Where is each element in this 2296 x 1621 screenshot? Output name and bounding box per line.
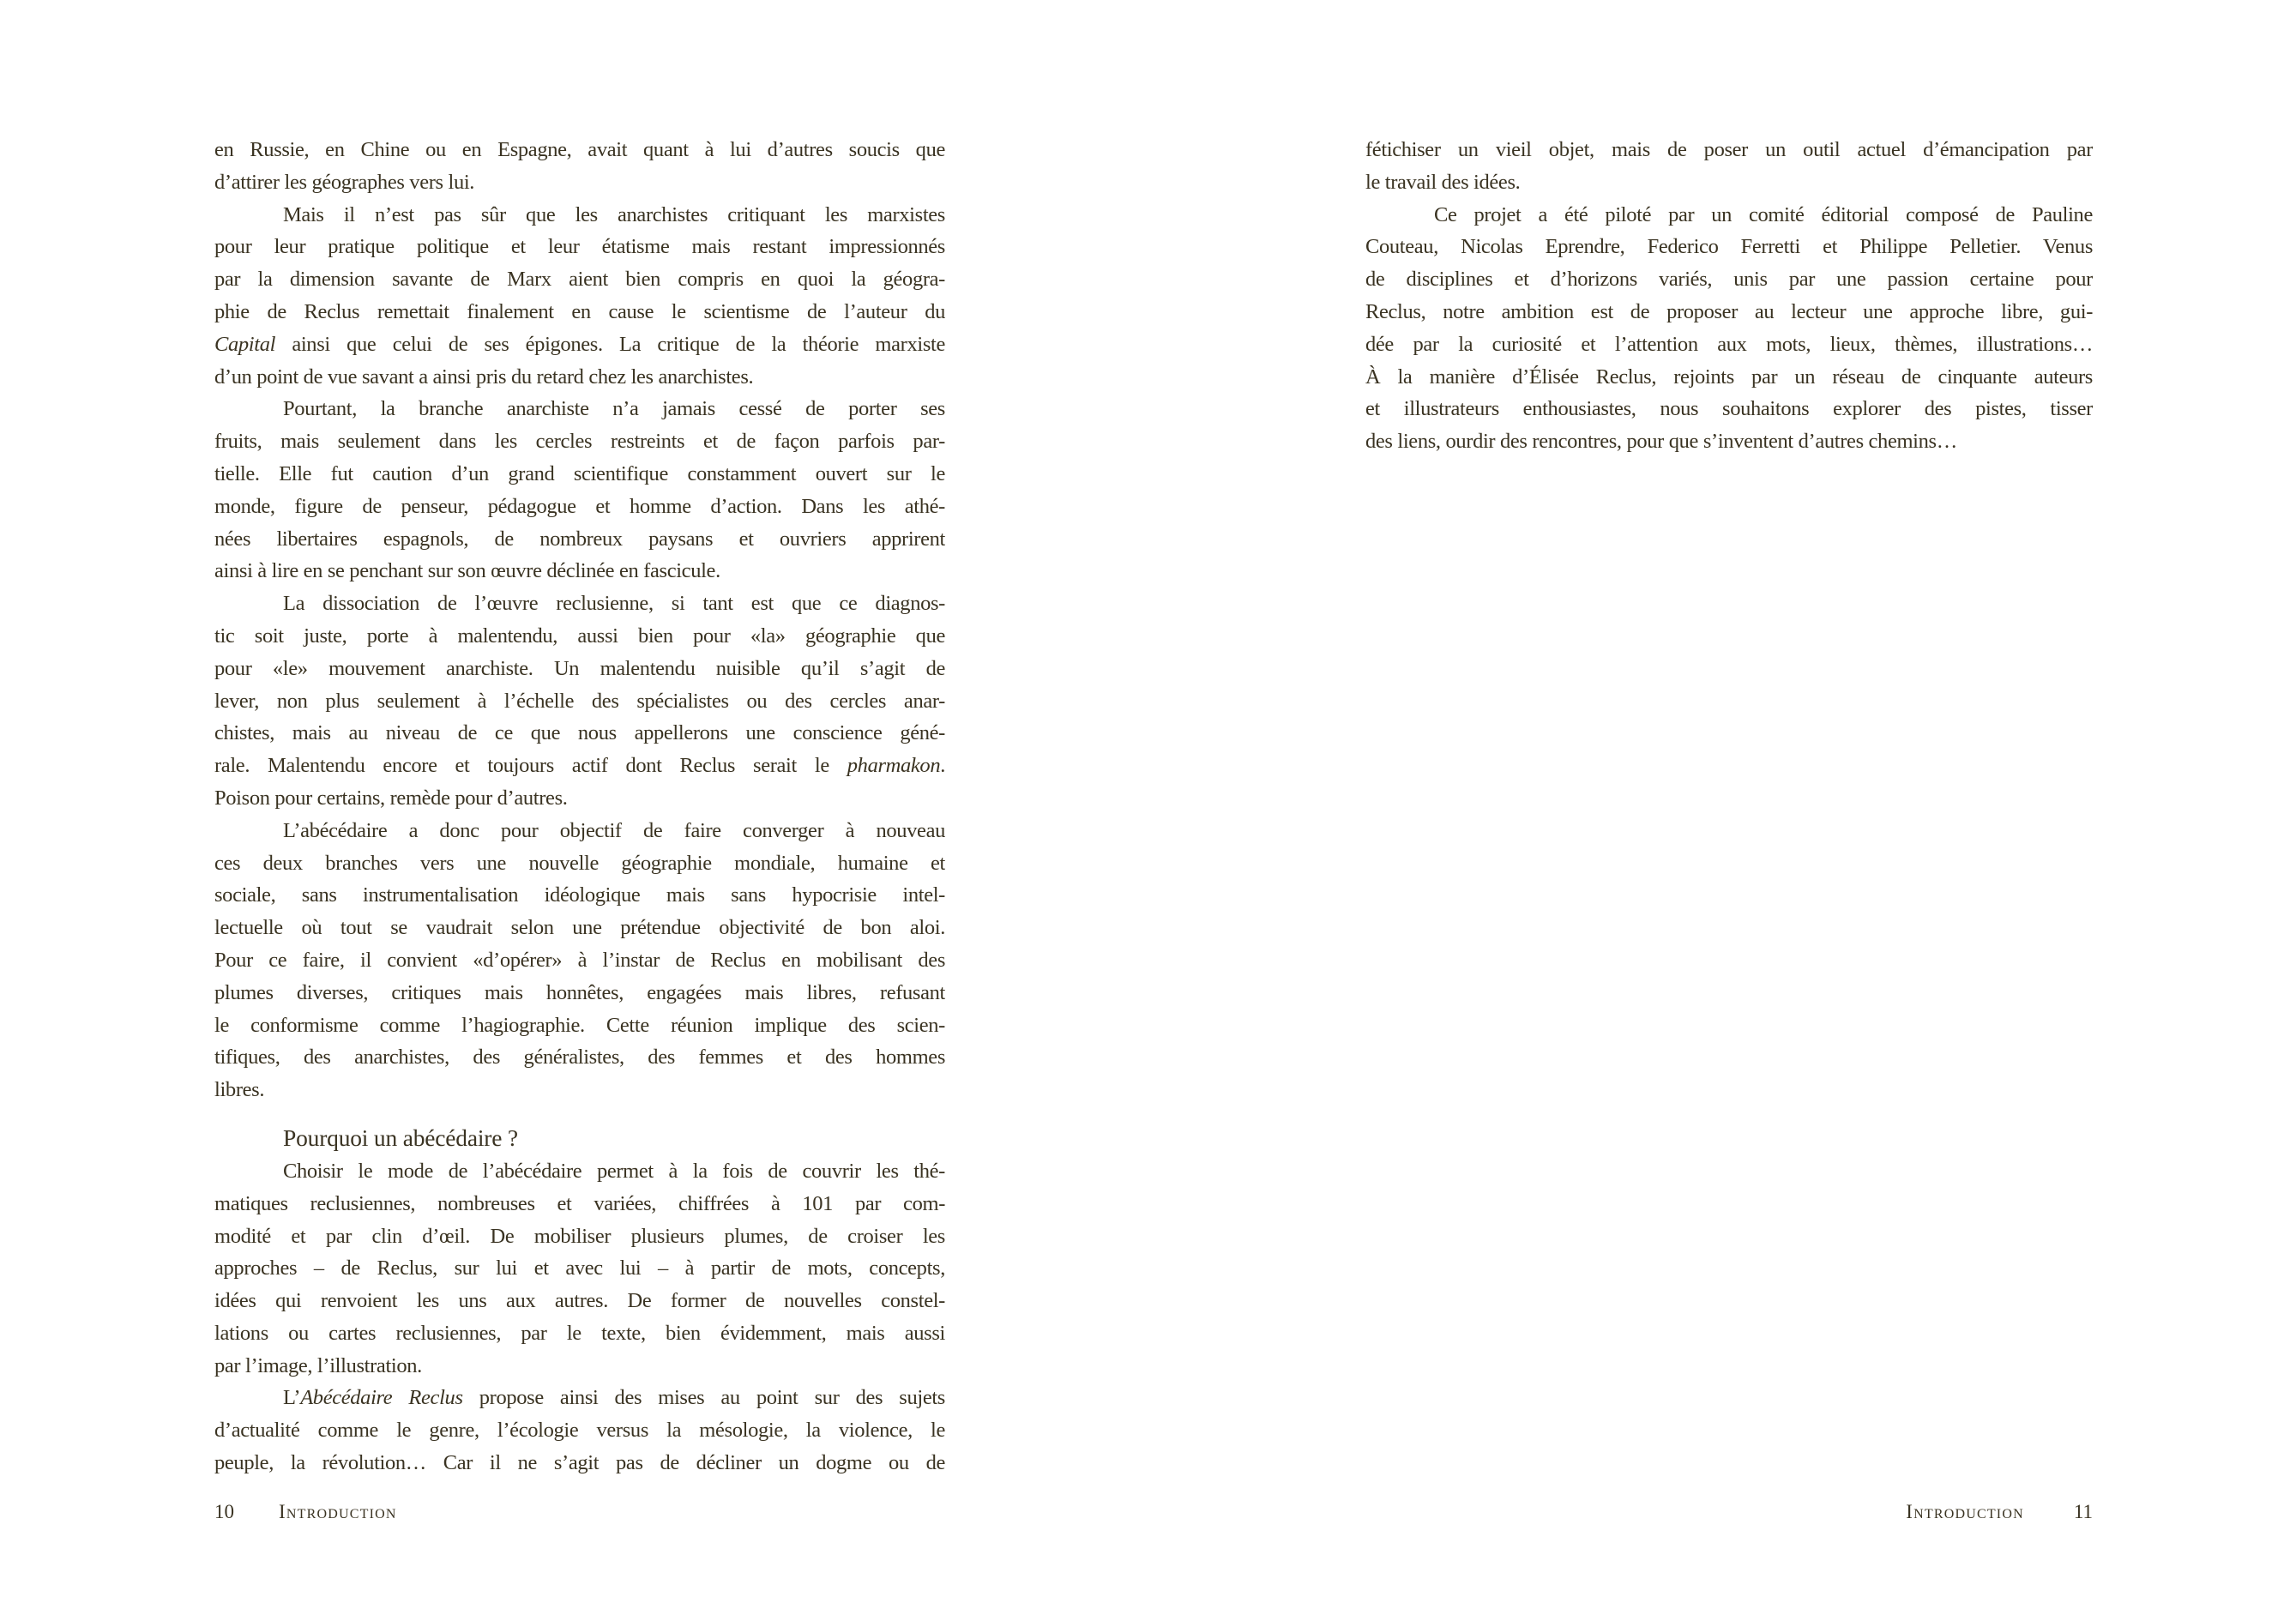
right-running-title: Introduction <box>1906 1501 2024 1522</box>
text-line: libres. <box>214 1078 265 1102</box>
paragraph <box>214 1382 945 1479</box>
text-line: tifiques, des anarchistes, des généralistes, des femmes et des hommes <box>214 1046 945 1070</box>
text-line: modité et par clin d’œil. De mobiliser plusieurs plumes, de croiser les <box>214 1224 945 1248</box>
text-line: des liens, ourdir des rencontres, pour que s’inventent d’autres chemins… <box>1365 430 1957 454</box>
text-line: pour leur pratique politique et leur étatisme mais restant impressionnés <box>214 235 945 259</box>
text-line: monde, figure de penseur, pédagogue et homme d’action. Dans les athé- <box>214 494 945 518</box>
paragraph <box>214 134 945 199</box>
text-line: par la dimension savante de Marx aient bien compris en quoi la géogra- <box>214 268 945 292</box>
text-segment: propose ainsi des mises au point sur des sujets <box>462 1386 945 1410</box>
text-line: fruits, mais seulement dans les cercles restreints et de façon parfois par- <box>214 430 945 454</box>
text-line: plumes diverses, critiques mais honnêtes, engagées mais libres, refusant <box>214 980 945 1004</box>
text-line: d’un point de vue savant a ainsi pris du retard chez les anarchistes. <box>214 365 754 389</box>
section-heading: Pourquoi un abécédaire ? <box>283 1124 518 1151</box>
text-line: Pourtant, la branche anarchiste n’a jamais cessé de porter ses <box>283 397 945 421</box>
text-line: tielle. Elle fut caution d’un grand scientifique constamment ouvert sur le <box>214 461 945 485</box>
text-line: Ce projet a été piloté par un comité éditorial composé de Pauline <box>1434 202 2093 226</box>
text-line: phie de Reclus remettait finalement en cause le scientisme de l’auteur du <box>214 299 945 323</box>
right-page-footer <box>1906 1501 2093 1523</box>
text-segment: . <box>940 754 945 778</box>
text-line: et illustrateurs enthousiastes, nous souhaitons explorer des pistes, tisser <box>1365 397 2093 421</box>
italic-text: pharmakon <box>847 754 941 778</box>
text-line <box>214 1382 945 1414</box>
left-running-title: Introduction <box>279 1501 397 1522</box>
text-segment: ainsi que celui de ses épigones. La critique de la théorie marxiste <box>275 332 945 356</box>
text-line: d’actualité comme le genre, l’écologie versus la mésologie, la violence, le <box>214 1419 945 1443</box>
text-line <box>214 750 945 782</box>
left-page-footer <box>214 1501 397 1523</box>
text-line: Pour ce faire, il convient «d’opérer» à l’instar de Reclus en mobilisant des <box>214 948 945 972</box>
text-line: le conformisme comme l’hagiographie. Cette réunion implique des scien- <box>214 1013 945 1037</box>
text-line <box>214 328 945 361</box>
text-line: lations ou cartes reclusiennes, par le texte, bien évidemment, mais aussi <box>214 1321 945 1345</box>
left-text-column <box>214 134 945 1479</box>
text-line: dée par la curiosité et l’attention aux mots, lieux, thèmes, illustrations… <box>1365 332 2093 356</box>
text-line: en Russie, en Chine ou en Espagne, avait quant à lui d’autres soucis que <box>214 138 945 161</box>
paragraph <box>214 815 945 1106</box>
text-line: lever, non plus seulement à l’échelle des spécialistes ou des cercles anar- <box>214 689 945 713</box>
text-line: Poison pour certains, remède pour d’autres. <box>214 786 568 810</box>
text-line: matiques reclusiennes, nombreuses et variées, chiffrées à 101 par com- <box>214 1191 945 1215</box>
text-line: approches – de Reclus, sur lui et avec lui – à partir de mots, concepts, <box>214 1256 945 1281</box>
text-line: tic soit juste, porte à malentendu, aussi bien pour «la» géographie que <box>214 624 945 648</box>
text-line: Reclus, notre ambition est de proposer au lecteur une approche libre, gui- <box>1365 299 2093 323</box>
right-page-number: 11 <box>2073 1501 2093 1522</box>
paragraph <box>214 393 945 588</box>
text-line: L’abécédaire a donc pour objectif de faire converger à nouveau <box>283 818 945 842</box>
italic-text: Capital <box>214 332 276 356</box>
text-line: par l’image, l’illustration. <box>214 1353 422 1377</box>
left-page-number: 10 <box>214 1501 234 1522</box>
text-line: ces deux branches vers une nouvelle géographie mondiale, humaine et <box>214 851 945 875</box>
paragraph <box>214 588 945 815</box>
text-line: sociale, sans instrumentalisation idéologique mais sans hypocrisie intel- <box>214 883 945 907</box>
paragraph <box>1365 199 2093 458</box>
paragraph <box>214 1155 945 1383</box>
italic-text: Abécédaire Reclus <box>300 1386 463 1410</box>
text-line: de disciplines et d’horizons variés, unis par une passion certaine pour <box>1365 268 2093 292</box>
right-text-column <box>1365 134 2093 458</box>
text-line: La dissociation de l’œuvre reclusienne, si tant est que ce diagnos- <box>283 592 945 616</box>
text-line: ainsi à lire en se penchant sur son œuvre déclinée en fascicule. <box>214 559 720 583</box>
text-line: idées qui renvoient les uns aux autres. De former de nouvelles constel- <box>214 1289 945 1313</box>
text-line: Couteau, Nicolas Eprendre, Federico Ferretti et Philippe Pelletier. Venus <box>1365 235 2093 259</box>
text-line: nées libertaires espagnols, de nombreux paysans et ouvriers apprirent <box>214 527 945 551</box>
text-line: pour «le» mouvement anarchiste. Un malentendu nuisible qu’il s’agit de <box>214 656 945 680</box>
paragraph <box>1365 134 2093 199</box>
text-line: À la manière d’Élisée Reclus, rejoints par un réseau de cinquante auteurs <box>1365 365 2093 389</box>
text-line: Choisir le mode de l’abécédaire permet à la fois de couvrir les thé- <box>283 1159 945 1183</box>
text-segment: rale. Malentendu encore et toujours actif dont Reclus serait le <box>214 754 847 778</box>
paragraph <box>214 199 945 394</box>
text-line: peuple, la révolution… Car il ne s’agit pas de décliner un dogme ou de <box>214 1451 945 1475</box>
text-line: fétichiser un vieil objet, mais de poser un outil actuel d’émancipation par <box>1365 138 2093 161</box>
text-line: lectuelle où tout se vaudrait selon une prétendue objectivité de bon aloi. <box>214 916 945 940</box>
text-segment: L’ <box>283 1386 301 1410</box>
text-line: d’attirer les géographes vers lui. <box>214 170 475 194</box>
text-line: chistes, mais au niveau de ce que nous appellerons une conscience géné- <box>214 721 945 745</box>
text-line: le travail des idées. <box>1365 170 1521 194</box>
text-line: Mais il n’est pas sûr que les anarchistes critiquant les marxistes <box>283 202 945 226</box>
